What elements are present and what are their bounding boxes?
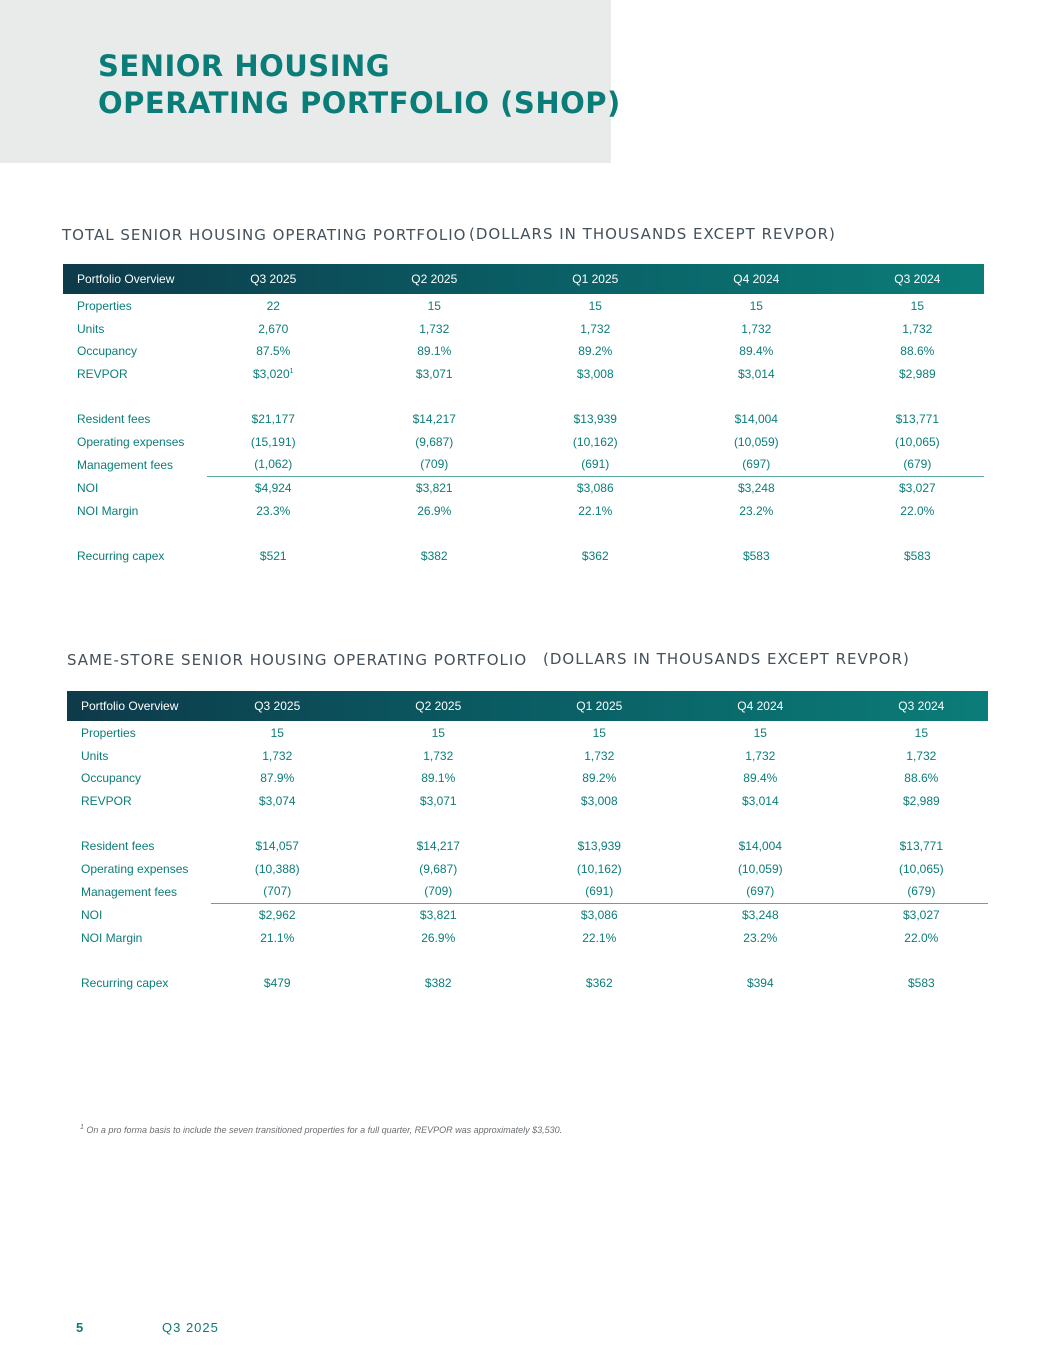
page-title-line-1: SENIOR HOUSING: [98, 49, 391, 83]
table-cell: (9,687): [419, 861, 458, 876]
table-cell: 23.2%: [739, 503, 774, 518]
table-cell: 15: [914, 726, 928, 741]
table-cell: (10,059): [737, 861, 783, 876]
table-cell: 89.1%: [417, 344, 452, 359]
table-cell: $3,071: [415, 367, 453, 382]
table-cell: 1,732: [419, 321, 450, 336]
table-cell: 1,732: [584, 748, 615, 763]
page-number: 5: [76, 1320, 84, 1335]
table-cell: $3,248: [741, 908, 779, 923]
table-cell: 26.9%: [421, 930, 456, 945]
table-cell: 15: [910, 299, 924, 314]
table-cell: 87.5%: [256, 344, 291, 359]
page-title: [98, 48, 621, 122]
table-cell: 89.4%: [743, 771, 778, 786]
table-row: [63, 318, 984, 341]
table-cell: (679): [851, 453, 984, 476]
table-cell: 15: [749, 299, 763, 314]
table-cell: $3,014: [741, 794, 779, 809]
row-label: NOI: [77, 480, 99, 495]
table-cell: 89.1%: [421, 771, 456, 786]
table-cell: $14,217: [412, 412, 456, 427]
footnote-mark: 1: [289, 368, 294, 376]
table-row: [63, 363, 984, 386]
row-label: NOI: [81, 907, 103, 922]
table-cell: $2,989: [902, 794, 940, 809]
row-label: Units: [81, 748, 109, 763]
spacer-row: [63, 522, 984, 545]
table-cell: (15,191): [250, 434, 296, 449]
cell-value: $3,020: [252, 367, 290, 382]
table-cell: $13,939: [577, 839, 621, 854]
table-cell: (10,388): [254, 861, 300, 876]
table-cell: $3,086: [576, 481, 614, 496]
table-cell: $3,074: [258, 794, 296, 809]
table-cell: $13,771: [899, 839, 944, 854]
table-cell: 23.2%: [743, 930, 778, 945]
table-cell: (707): [211, 880, 344, 903]
table-cell: $13,771: [895, 412, 940, 427]
column-header: Q2 2025: [415, 699, 462, 713]
row-label: Management fees: [77, 457, 174, 472]
column-header: Q1 2025: [576, 699, 623, 713]
total-section-title: TOTAL SENIOR HOUSING OPERATING PORTFOLIO: [62, 226, 467, 244]
row-label: Units: [77, 321, 105, 336]
table-cell: 22.0%: [904, 930, 939, 945]
table-row: [63, 545, 984, 568]
column-header: Portfolio Overview: [77, 272, 175, 286]
row-label: Resident fees: [81, 839, 155, 854]
table-cell: $3,821: [415, 481, 453, 496]
table-cell: $14,057: [255, 839, 299, 854]
table-cell: $3,086: [580, 908, 618, 923]
table-cell: 26.9%: [417, 503, 452, 518]
table-cell: (691): [533, 880, 666, 903]
table-cell: $394: [746, 975, 774, 990]
table-cell: 88.6%: [900, 344, 935, 359]
row-label: Occupancy: [81, 771, 142, 786]
table-row: [63, 476, 984, 499]
table-cell: 22: [266, 299, 280, 314]
total-section-subtitle: (DOLLARS IN THOUSANDS EXCEPT REVPOR): [469, 225, 836, 243]
table-cell: 89.4%: [739, 344, 774, 359]
table-cell: (9,687): [415, 434, 454, 449]
table-cell: 22.1%: [582, 930, 617, 945]
table-cell: 23.3%: [256, 503, 291, 518]
table-row: [63, 453, 984, 476]
total-portfolio-table: [63, 264, 984, 567]
table-cell: 21.1%: [260, 930, 295, 945]
table-cell: $2,989: [898, 367, 936, 382]
table-row: [67, 880, 988, 903]
table-cell: 22.1%: [578, 503, 613, 518]
row-label: NOI Margin: [77, 503, 139, 518]
table-cell: $3,014: [737, 367, 775, 382]
table-cell: (697): [662, 453, 851, 476]
table-cell: [207, 363, 340, 386]
column-header: Q3 2025: [250, 272, 297, 286]
row-label: Operating expenses: [81, 861, 189, 876]
spacer-row: [67, 812, 988, 835]
footer-period: Q3 2025: [162, 1320, 219, 1335]
row-label: NOI Margin: [81, 930, 143, 945]
table-cell: (10,162): [576, 861, 622, 876]
column-header: Q3 2024: [894, 272, 941, 286]
row-label: Occupancy: [77, 344, 138, 359]
table-cell: $583: [742, 548, 770, 563]
table-row: [63, 431, 984, 454]
row-label: REVPOR: [77, 367, 128, 382]
table-cell: 1,732: [906, 748, 937, 763]
footnote: [80, 1124, 562, 1135]
table-cell: $14,217: [416, 839, 460, 854]
row-label: Operating expenses: [77, 434, 185, 449]
table-cell: (697): [666, 880, 855, 903]
table-cell: 2,670: [258, 321, 289, 336]
column-header: Q4 2024: [737, 699, 784, 713]
table-cell: 89.2%: [582, 771, 617, 786]
page-title-line-2: OPERATING PORTFOLIO (SHOP): [98, 86, 621, 120]
table-cell: $362: [585, 975, 613, 990]
table-cell: (679): [855, 880, 988, 903]
table-row: [67, 835, 988, 858]
table-row: [63, 294, 984, 318]
table-cell: 15: [753, 726, 767, 741]
same-store-portfolio-table: [67, 691, 988, 994]
table-cell: $382: [420, 548, 448, 563]
row-label: Recurring capex: [77, 548, 165, 563]
column-header: Q3 2024: [898, 699, 945, 713]
table-cell: $3,008: [580, 794, 618, 809]
table-cell: 1,732: [902, 321, 933, 336]
table-row: [67, 745, 988, 768]
table-cell: $3,821: [419, 908, 457, 923]
table-cell: 88.6%: [904, 771, 939, 786]
row-label: Properties: [81, 726, 136, 741]
table-cell: $2,962: [258, 908, 296, 923]
table-row: [63, 499, 984, 522]
table-cell: $4,924: [254, 481, 292, 496]
table-row: [63, 408, 984, 431]
spacer-row: [67, 949, 988, 972]
table-row: [67, 767, 988, 790]
table-row: [67, 858, 988, 881]
same-store-section-title: SAME-STORE SENIOR HOUSING OPERATING PORTFOLIO: [67, 651, 528, 669]
table-cell: 22.0%: [900, 503, 935, 518]
row-label: Management fees: [81, 884, 178, 899]
table-cell: 1,732: [423, 748, 454, 763]
table-cell: (691): [529, 453, 662, 476]
table-cell: 15: [592, 726, 606, 741]
table-row: [67, 972, 988, 995]
spacer-row: [63, 385, 984, 408]
table-cell: 87.9%: [260, 771, 295, 786]
row-label: Resident fees: [77, 412, 151, 427]
table-cell: $3,027: [898, 481, 936, 496]
table-cell: $583: [907, 975, 935, 990]
table-cell: (1,062): [207, 453, 340, 476]
table-row: [67, 721, 988, 745]
table-row: [67, 790, 988, 813]
footnote-text: On a pro forma basis to include the seven transitioned properties for a full quarter, REVPOR was approximately $3,530.: [86, 1125, 563, 1135]
table-cell: 15: [431, 726, 445, 741]
table-cell: 1,732: [745, 748, 776, 763]
table-cell: 1,732: [580, 321, 611, 336]
table-cell: $21,177: [251, 412, 295, 427]
table-row: [67, 903, 988, 926]
table-cell: $521: [259, 548, 287, 563]
table-header-row: [67, 691, 988, 721]
table-header-row: [63, 264, 984, 294]
table-cell: 89.2%: [578, 344, 613, 359]
table-cell: (10,162): [572, 434, 618, 449]
table-cell: (709): [344, 880, 533, 903]
table-cell: (10,065): [898, 861, 944, 876]
column-header: Q1 2025: [572, 272, 619, 286]
column-header: Portfolio Overview: [81, 699, 179, 713]
table-cell: $3,027: [902, 908, 940, 923]
table-cell: $362: [581, 548, 609, 563]
table-cell: 15: [270, 726, 284, 741]
table-cell: (10,065): [894, 434, 940, 449]
table-cell: 15: [427, 299, 441, 314]
footnote-mark: 1: [80, 1124, 84, 1131]
table-cell: (10,059): [733, 434, 779, 449]
table-cell: $13,939: [573, 412, 617, 427]
row-label: REVPOR: [81, 794, 132, 809]
table-row: [67, 926, 988, 949]
table-cell: $14,004: [734, 412, 778, 427]
row-label: Properties: [77, 299, 132, 314]
table-cell: $3,071: [419, 794, 457, 809]
table-cell: $14,004: [738, 839, 782, 854]
row-label: Recurring capex: [81, 975, 169, 990]
column-header: Q2 2025: [411, 272, 458, 286]
table-cell: $583: [903, 548, 931, 563]
column-header: Q3 2025: [254, 699, 301, 713]
table-cell: 15: [588, 299, 602, 314]
same-store-section-subtitle: (DOLLARS IN THOUSANDS EXCEPT REVPOR): [543, 650, 910, 668]
column-header: Q4 2024: [733, 272, 780, 286]
table-cell: 1,732: [262, 748, 293, 763]
table-cell: (709): [340, 453, 529, 476]
table-cell: $479: [263, 975, 291, 990]
table-cell: $3,248: [737, 481, 775, 496]
table-cell: 1,732: [741, 321, 772, 336]
table-cell: $3,008: [576, 367, 614, 382]
table-row: [63, 340, 984, 363]
table-cell: $382: [424, 975, 452, 990]
